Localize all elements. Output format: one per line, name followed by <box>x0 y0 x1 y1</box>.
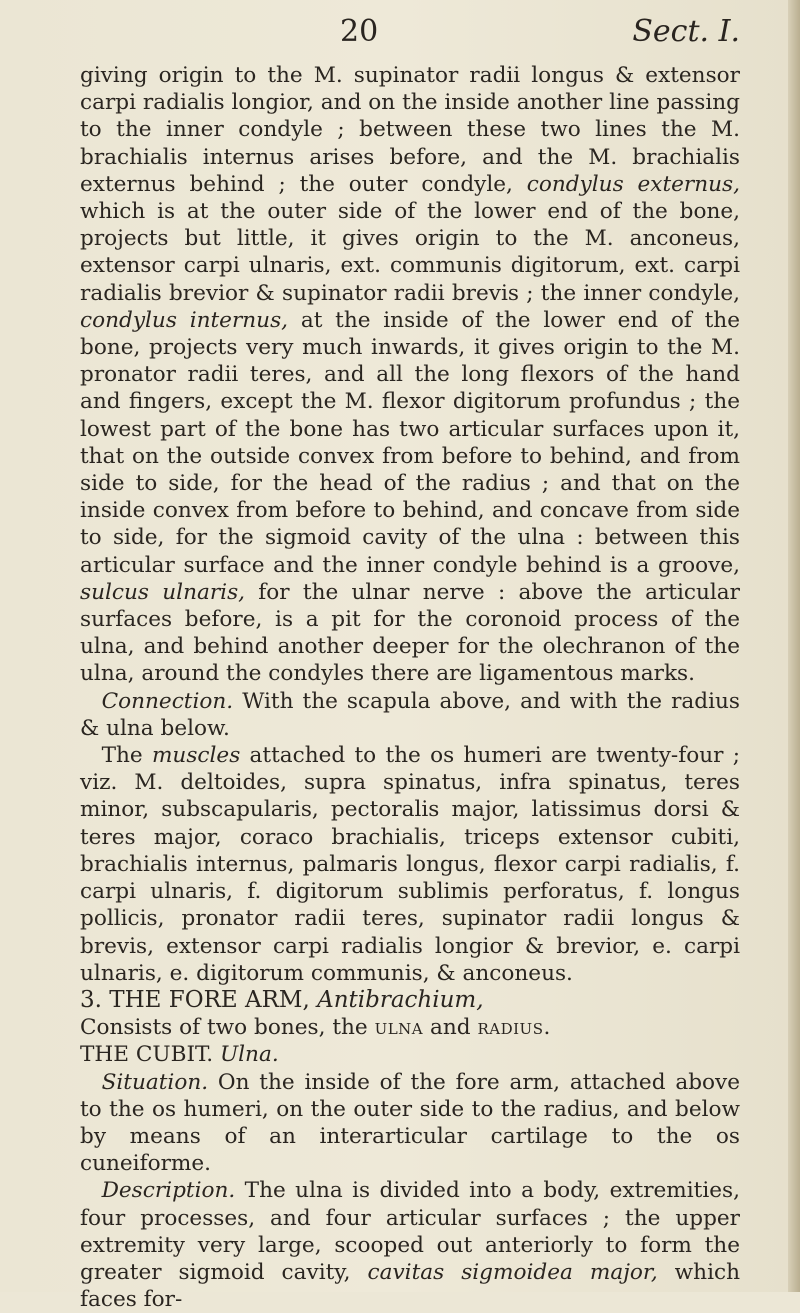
page-spine-edge <box>788 0 800 1292</box>
paragraph-description: Description. The ulna is divided into a body, extremities, four processes, and four articular surfaces ; the upper extremity very large, scooped out anteriorly to form the greater sigmoid cavity, cavitas sigmoidea major, which faces for- <box>80 1178 740 1313</box>
paragraph-humerus-lower-end: giving origin to the M. supinator radii longus & extensor carpi radialis longior, and on the inside another line passing to the inner condyle ; between these two lines the M. brachialis internus arises before, and the M. brachialis externus behind ; the outer condyle, condylus externus, which is at the outer side of the lower end of the bone, projects but little, it gives origin to the M. anconeus, extensor carpi ulnaris, ext. communis digitorum, ext. carpi radialis brevior & supinator radii brevis ; the inner condyle, condylus internus, at the inside of the lower end of the bone, projects very much inwards, it gives origin to the M. pronator radii teres, and all the long flexors of the hand and fingers, except the M. flexor digitorum profundus ; the lowest part of the bone has two articular surfaces upon it, that on the outside convex from before to behind, and from side to side, for the head of the radius ; and that on the inside convex from before to behind, and concave from side to side, for the sigmoid cavity of the ulna : between this articular surface and the inner condyle behind is a groove, sulcus ulnaris, for the ulnar nerve : above the articular surfaces before, is a pit for the coronoid process of the ulna, and behind another deeper for the olechranon of the ulna, around the condyles there are ligamentous marks. <box>80 63 740 687</box>
heading-fore-arm: 3. THE FORE ARM, Antibrachium, <box>80 986 484 1013</box>
page-header <box>90 14 740 54</box>
body-text <box>80 62 740 1313</box>
paragraph-connection: Connection. With the scapula above, and with the radius & ulna below. <box>80 688 740 741</box>
fore-arm-consists: Consists of two bones, the ulna and radius. <box>80 1015 551 1041</box>
paragraph-muscles: The muscles attached to the os humeri are twenty-four ; viz. M. deltoides, supra spinatus, infra spinatus, teres minor, subscapularis, pectoralis major, latissimus dorsi & teres major, coraco brachialis, triceps extensor cubiti, brachialis internus, palmaris longus, flexor carpi radialis, f. carpi ulnaris, f. digitorum sublimis perforatus, f. longus pollicis, pronator radii teres, supinator radii longus & brevis, extensor carpi radialis longior & brevior, e. carpi ulnaris, e. digitorum communis, & anconeus. <box>80 743 740 986</box>
heading-cubit: THE CUBIT. Ulna. <box>80 1042 279 1068</box>
section-label: Sect. I. <box>632 14 740 49</box>
page-number: 20 <box>340 14 379 49</box>
paragraph-situation: Situation. On the inside of the fore arm, attached above to the os humeri, on the outer side to the radius, and below by means of an interarticular cartilage to the os cuneiforme. <box>80 1069 740 1177</box>
